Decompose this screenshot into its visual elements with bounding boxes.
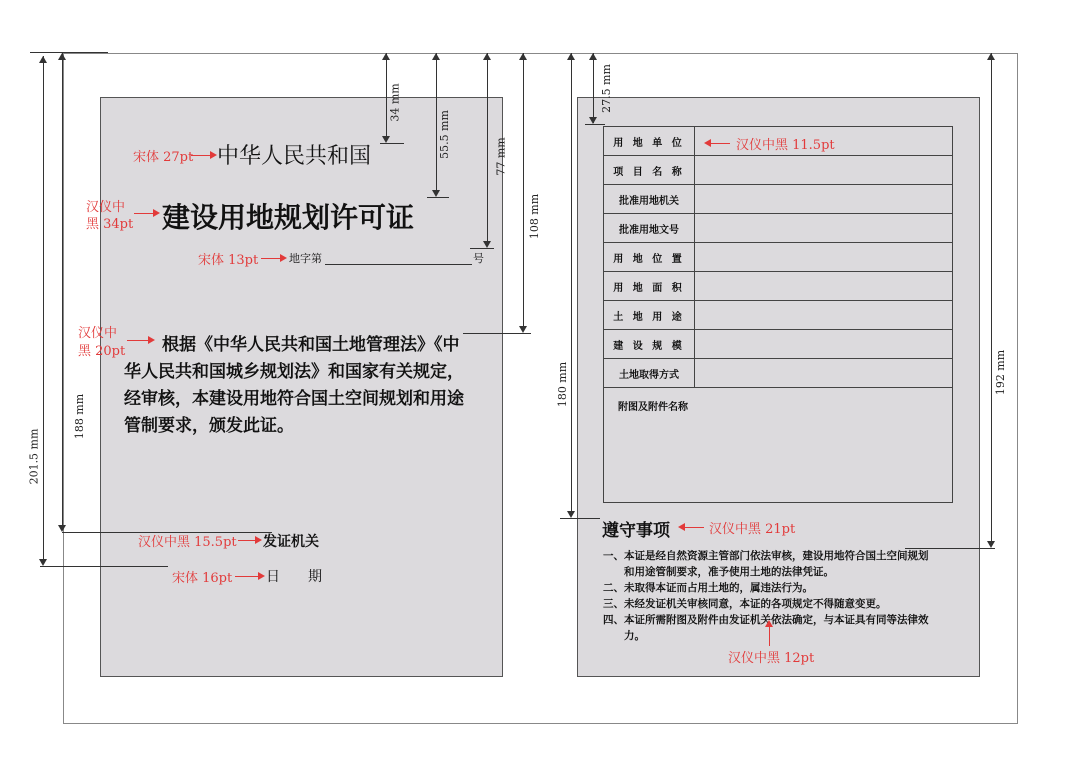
dimension-arrow [39,559,47,566]
notice-line-4: 三、未经发证机关审核同意，本证的各项规定不得随意变更。 [603,598,887,610]
attachments-label: 附图及附件名称 [604,388,953,503]
annotation-body-font-a: 汉仪中 [78,326,118,341]
form-value-cell[interactable] [695,301,953,330]
dimension-line-77 [487,53,488,246]
annotation-form-font: 汉仪中黑 11.5pt [736,138,835,153]
form-row [604,156,953,185]
annotation-country-font: 宋体 27pt [133,150,194,165]
number-suffix: 号 [473,252,484,265]
dimension-line-188 [62,53,63,530]
form-value-cell[interactable] [695,156,953,185]
dimension-arrow [567,53,575,60]
annotation-body-font-b: 黑 20pt [78,344,126,359]
dimension-tick [905,548,995,549]
dimension-arrow [382,53,390,60]
dimension-arrow [567,511,575,518]
top-ref-line [30,52,108,53]
annotation-date-font: 宋体 16pt [172,571,233,586]
form-row [604,272,953,301]
dimension-tick [463,333,531,334]
dimension-arrow [519,53,527,60]
body-line-2: 华人民共和国城乡规划法》和国家有关规定， [124,362,464,382]
annotation-issuer-font: 汉仪中黑 15.5pt [138,535,237,550]
form-label: 土地取得方式 [604,359,695,388]
form-value-cell[interactable] [695,272,953,301]
dimension-arrow [58,53,66,60]
annotation-notice-title-font: 汉仪中黑 21pt [709,522,796,537]
form-label: 项 目 名 称 [604,156,695,185]
dimension-tick [560,518,600,519]
date-label: 日 期 [266,569,322,585]
dimension-tick [427,197,449,198]
annotation-arrow [710,143,730,144]
dimension-label-77: 77 mm [494,137,508,176]
dimension-tick [470,248,494,249]
form-row [604,243,953,272]
notice-line-3: 二、未取得本证而占用土地的，属违法行为。 [603,582,813,594]
dimension-label-188: 188 mm [73,393,87,440]
form-label: 建 设 规 模 [604,330,695,359]
form-label: 土 地 用 途 [604,301,695,330]
annotation-arrow [684,527,704,528]
land-info-form [603,126,953,503]
form-row [604,359,953,388]
form-label: 批准用地机关 [604,185,695,214]
form-label: 用 地 位 置 [604,243,695,272]
dimension-line-192 [991,53,992,546]
dimension-tick [62,532,272,533]
dimension-label-180: 180 mm [556,361,570,408]
dimension-arrow [58,525,66,532]
annotation-title-font-b: 黑 34pt [86,217,134,232]
dimension-label-2015: 201.5 mm [27,428,41,485]
dimension-line-180 [571,53,572,516]
dimension-arrow [432,53,440,60]
notice-line-5: 四、本证所需附图及附件由发证机关依法确定，与本证具有同等法律效 [603,614,929,626]
form-row [604,330,953,359]
form-row [604,301,953,330]
dimension-label-108: 108 mm [528,193,542,240]
dimension-arrow [432,190,440,197]
form-label: 用 地 单 位 [604,127,695,156]
annotation-arrow [238,540,256,541]
notice-line-2: 和用途管制要求，准予使用土地的法律凭证。 [603,566,834,578]
dimension-line-34 [386,53,387,141]
dimension-arrow [519,326,527,333]
dimension-label-192: 192 mm [994,349,1008,396]
dimension-arrow [39,56,47,63]
dimension-tick [380,143,404,144]
dimension-arrow [987,541,995,548]
annotation-arrow [769,626,770,646]
annotation-arrow [191,155,211,156]
body-line-1: 根据《中华人民共和国土地管理法》《中 [162,335,460,355]
number-underline [325,264,472,265]
form-label: 用 地 面 积 [604,272,695,301]
dimension-arrow [589,117,597,124]
form-value-cell[interactable] [695,185,953,214]
country-name: 中华人民共和国 [217,144,372,169]
annotation-number-font: 宋体 13pt [198,253,259,268]
annotation-arrow [127,340,149,341]
dimension-arrow [589,53,597,60]
dimension-line-275 [593,53,594,123]
dimension-arrow [987,53,995,60]
notice-line-6: 力。 [603,630,645,642]
dimension-label-55: 55.5 mm [437,110,451,159]
dimension-line-2015 [43,56,44,564]
form-row [604,214,953,243]
dimension-label-275: 27.5 mm [599,64,613,113]
form-value-cell[interactable] [695,243,953,272]
form-value-cell[interactable] [695,214,953,243]
body-line-4: 管制要求，颁发此证。 [124,416,294,436]
form-row-attachments [604,388,953,503]
form-value-cell[interactable] [695,330,953,359]
issuer-label: 发证机关 [263,534,319,550]
annotation-arrow [235,576,259,577]
form-label: 批准用地文号 [604,214,695,243]
body-line-3: 经审核，本建设用地符合国土空间规划和用途 [124,389,464,409]
form-value-cell[interactable] [695,359,953,388]
dimension-arrow [382,136,390,143]
dimension-arrow [483,53,491,60]
number-prefix: 地字第 [289,252,322,265]
annotation-arrow [134,213,154,214]
annotation-notice-body-font: 汉仪中黑 12pt [728,651,815,666]
dimension-line-108 [523,53,524,331]
dimension-tick [40,566,168,567]
dimension-label-34: 34 mm [388,83,402,122]
dimension-arrow [483,241,491,248]
dimension-line-55 [436,53,437,195]
annotation-title-font-a: 汉仪中 [86,200,126,215]
annotation-arrow [261,258,281,259]
form-row [604,185,953,214]
dimension-tick [585,124,605,125]
certificate-title: 建设用地规划许可证 [162,201,415,234]
notice-line-1: 一、本证是经自然资源主管部门依法审核，建设用地符合国土空间规划 [603,550,929,562]
notice-title: 遵守事项 [602,521,670,541]
